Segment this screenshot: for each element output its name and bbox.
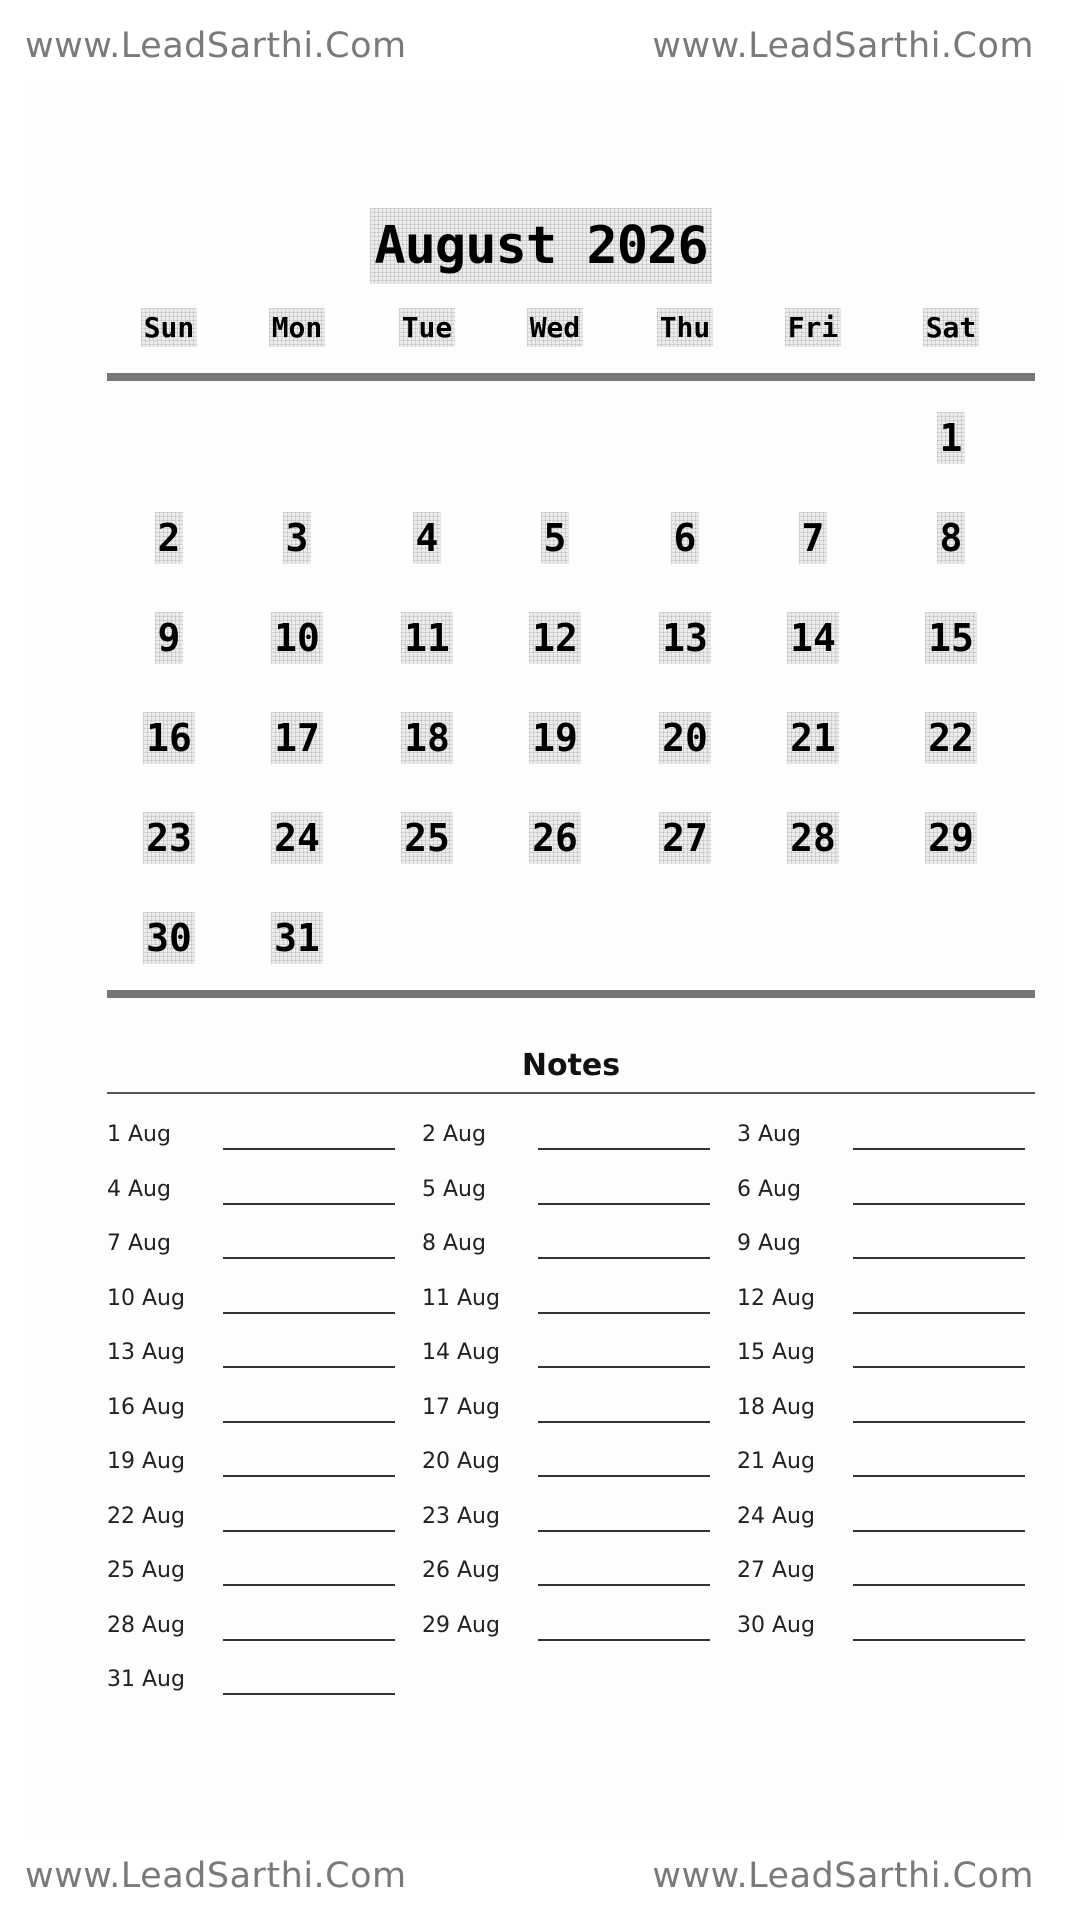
note-entry [737, 1282, 1037, 1322]
note-entry [737, 1336, 1037, 1376]
note-entry [422, 1336, 722, 1376]
note-entry [422, 1554, 722, 1594]
note-date-label: 4 Aug [107, 1176, 171, 1202]
note-date-label: 21 Aug [737, 1449, 815, 1474]
day-grid [107, 400, 1035, 990]
note-date-label: 19 Aug [107, 1449, 185, 1474]
note-write-line [853, 1530, 1025, 1532]
note-write-line [538, 1257, 710, 1259]
day-number: 22 [925, 712, 977, 764]
weekday-text: Mon [269, 308, 326, 347]
day-number: 29 [925, 812, 977, 864]
day-number: 7 [799, 512, 828, 564]
note-entry [422, 1227, 722, 1267]
day-number: 27 [659, 812, 711, 864]
day-number: 1 [937, 412, 966, 464]
note-entry [107, 1609, 407, 1649]
day-number: 15 [925, 612, 977, 664]
day-number: 10 [271, 612, 323, 664]
note-entry [107, 1445, 407, 1485]
weekday-label [232, 308, 362, 347]
note-write-line [853, 1148, 1025, 1150]
note-entry [107, 1173, 407, 1213]
note-entry [107, 1227, 407, 1267]
weekday-label [362, 308, 492, 347]
note-entry [107, 1500, 407, 1540]
calendar-day [896, 812, 1006, 864]
note-date-label: 17 Aug [422, 1394, 500, 1420]
weekday-label [490, 308, 620, 347]
watermark-bottom-right: www.LeadSarthi.Com [652, 1856, 1034, 1896]
calendar-day [500, 812, 610, 864]
note-date-label: 10 Aug [107, 1285, 185, 1311]
weekday-text: Tue [399, 308, 456, 347]
calendar-day [758, 612, 868, 664]
calendar-day [242, 612, 352, 664]
note-write-line [853, 1475, 1025, 1477]
calendar-title: August 2026 [370, 208, 711, 284]
calendar-sheet [25, 80, 1057, 1840]
day-number: 3 [283, 512, 312, 564]
calendar-day [372, 512, 482, 564]
note-write-line [223, 1693, 395, 1695]
note-entry [422, 1609, 722, 1649]
calendar-day [242, 712, 352, 764]
calendar-day [242, 512, 352, 564]
calendar-day [758, 512, 868, 564]
day-number: 11 [401, 612, 453, 664]
note-entry [422, 1173, 722, 1213]
note-write-line [853, 1312, 1025, 1314]
note-write-line [853, 1366, 1025, 1368]
note-date-label: 30 Aug [737, 1612, 815, 1638]
note-date-label: 8 Aug [422, 1231, 486, 1256]
bottom-divider [107, 990, 1035, 998]
day-number: 24 [271, 812, 323, 864]
note-write-line [538, 1366, 710, 1368]
note-date-label: 18 Aug [737, 1394, 815, 1420]
calendar-day [630, 812, 740, 864]
note-entry [107, 1336, 407, 1376]
note-entry [422, 1500, 722, 1540]
weekday-header-row [107, 308, 1035, 358]
note-write-line [223, 1257, 395, 1259]
day-number: 6 [671, 512, 700, 564]
day-number: 25 [401, 812, 453, 864]
note-date-label: 20 Aug [422, 1449, 500, 1474]
note-write-line [538, 1584, 710, 1586]
note-date-label: 15 Aug [737, 1340, 815, 1365]
day-number: 26 [529, 812, 581, 864]
watermark-top-left: www.LeadSarthi.Com [25, 26, 407, 66]
calendar-day [500, 512, 610, 564]
calendar-day [630, 512, 740, 564]
calendar-day [758, 812, 868, 864]
calendar-day [114, 812, 224, 864]
note-entry [422, 1391, 722, 1431]
note-date-label: 1 Aug [107, 1122, 171, 1147]
calendar-day [896, 712, 1006, 764]
note-write-line [538, 1639, 710, 1641]
calendar-day [896, 512, 1006, 564]
day-number: 18 [401, 712, 453, 764]
note-entry [737, 1445, 1037, 1485]
note-entry [737, 1227, 1037, 1267]
note-write-line [223, 1475, 395, 1477]
calendar-day [372, 612, 482, 664]
weekday-label [748, 308, 878, 347]
note-write-line [538, 1530, 710, 1532]
note-date-label: 6 Aug [737, 1176, 801, 1202]
note-write-line [223, 1203, 395, 1205]
note-write-line [538, 1421, 710, 1423]
note-date-label: 14 Aug [422, 1340, 500, 1365]
note-write-line [853, 1203, 1025, 1205]
note-entry [422, 1445, 722, 1485]
calendar-day [242, 912, 352, 964]
day-number: 8 [937, 512, 966, 564]
note-date-label: 26 Aug [422, 1558, 500, 1583]
day-number: 5 [541, 512, 570, 564]
day-number: 23 [143, 812, 195, 864]
note-entry [737, 1500, 1037, 1540]
calendar-header [25, 208, 1057, 292]
notes-title: Notes [521, 1048, 621, 1083]
calendar-day [896, 612, 1006, 664]
note-entry [737, 1391, 1037, 1431]
note-entry [107, 1391, 407, 1431]
calendar-day [630, 712, 740, 764]
note-entry [107, 1663, 407, 1703]
note-date-label: 3 Aug [737, 1122, 801, 1147]
note-write-line [538, 1203, 710, 1205]
calendar-day [372, 812, 482, 864]
day-number: 31 [271, 912, 323, 964]
note-entry [422, 1118, 722, 1158]
note-date-label: 16 Aug [107, 1394, 185, 1420]
note-entry [107, 1554, 407, 1594]
note-entry [737, 1173, 1037, 1213]
weekday-label [620, 308, 750, 347]
note-date-label: 29 Aug [422, 1612, 500, 1638]
calendar-day [242, 812, 352, 864]
note-date-label: 7 Aug [107, 1231, 171, 1256]
note-write-line [223, 1148, 395, 1150]
calendar-day [114, 712, 224, 764]
calendar-day [114, 512, 224, 564]
notes-divider [107, 1092, 1035, 1094]
note-date-label: 28 Aug [107, 1612, 185, 1638]
weekday-text: Sun [141, 308, 198, 347]
note-write-line [538, 1148, 710, 1150]
day-number: 12 [529, 612, 581, 664]
note-date-label: 9 Aug [737, 1231, 801, 1256]
note-write-line [223, 1639, 395, 1641]
note-write-line [538, 1312, 710, 1314]
note-entry [107, 1282, 407, 1322]
note-write-line [223, 1366, 395, 1368]
note-date-label: 11 Aug [422, 1285, 500, 1311]
note-write-line [223, 1584, 395, 1586]
note-date-label: 23 Aug [422, 1503, 500, 1529]
day-number: 14 [787, 612, 839, 664]
day-number: 30 [143, 912, 195, 964]
weekday-text: Sat [923, 308, 980, 347]
top-divider [107, 373, 1035, 381]
note-entry [737, 1118, 1037, 1158]
note-date-label: 13 Aug [107, 1340, 185, 1365]
note-write-line [853, 1639, 1025, 1641]
calendar-day [500, 712, 610, 764]
calendar-day [114, 912, 224, 964]
day-number: 28 [787, 812, 839, 864]
note-date-label: 31 Aug [107, 1667, 185, 1692]
calendar-day [630, 612, 740, 664]
note-write-line [853, 1421, 1025, 1423]
weekday-label [886, 308, 1016, 347]
day-number: 21 [787, 712, 839, 764]
note-date-label: 27 Aug [737, 1558, 815, 1583]
note-write-line [223, 1530, 395, 1532]
calendar-day [896, 412, 1006, 464]
note-date-label: 25 Aug [107, 1558, 185, 1583]
calendar-day [500, 612, 610, 664]
note-date-label: 24 Aug [737, 1503, 815, 1529]
day-number: 16 [143, 712, 195, 764]
note-write-line [853, 1257, 1025, 1259]
weekday-text: Wed [527, 308, 584, 347]
calendar-day [372, 712, 482, 764]
note-write-line [223, 1312, 395, 1314]
day-number: 4 [413, 512, 442, 564]
day-number: 9 [155, 612, 184, 664]
day-number: 13 [659, 612, 711, 664]
watermark-top-right: www.LeadSarthi.Com [652, 26, 1034, 66]
day-number: 17 [271, 712, 323, 764]
day-number: 20 [659, 712, 711, 764]
watermark-bottom-left: www.LeadSarthi.Com [25, 1856, 407, 1896]
note-date-label: 5 Aug [422, 1176, 486, 1202]
weekday-text: Thu [657, 308, 714, 347]
note-write-line [538, 1475, 710, 1477]
note-entry [107, 1118, 407, 1158]
note-date-label: 2 Aug [422, 1122, 486, 1147]
day-number: 2 [155, 512, 184, 564]
note-entry [737, 1609, 1037, 1649]
note-write-line [853, 1584, 1025, 1586]
note-date-label: 22 Aug [107, 1503, 185, 1529]
day-number: 19 [529, 712, 581, 764]
note-entry [737, 1554, 1037, 1594]
weekday-label [104, 308, 234, 347]
note-write-line [223, 1421, 395, 1423]
weekday-text: Fri [785, 308, 842, 347]
note-date-label: 12 Aug [737, 1285, 815, 1311]
calendar-day [114, 612, 224, 664]
calendar-day [758, 712, 868, 764]
note-entry [422, 1282, 722, 1322]
